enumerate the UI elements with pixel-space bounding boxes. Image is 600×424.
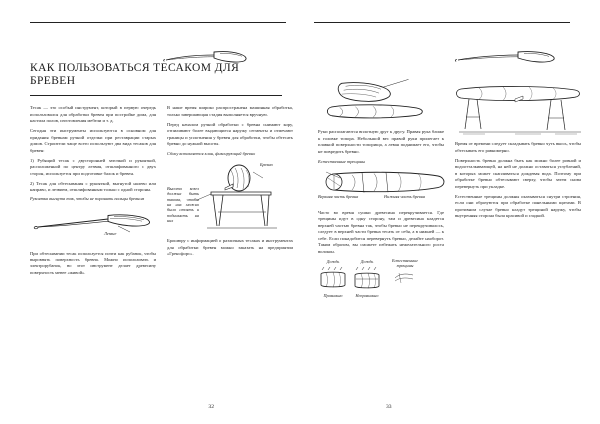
boot-with-log-icon bbox=[322, 77, 440, 125]
log-section-correct-icon bbox=[318, 266, 348, 290]
paragraph: Поверхность бревна должна быть как можно более ровной и водоотталкивающей, на ней не должно оставаться углублений, в которых может скапливаться дождевая вода. Поэтому при обработке бревно обтесывают сверху, чтобы затем снова перевернуть при укладке. bbox=[455, 157, 581, 189]
page-top-rule bbox=[30, 22, 286, 23]
figure-rain-incorrect bbox=[352, 259, 382, 299]
left-page-column-2 bbox=[167, 105, 293, 279]
left-columns bbox=[30, 104, 293, 279]
figure-rain-group bbox=[318, 259, 444, 299]
figure-label-natural-cracks: Естественные трещины bbox=[391, 257, 419, 268]
paragraph: Время от времени следует складывать бревно чуть вкось, чтобы обтесывать его равномерно. bbox=[455, 141, 581, 153]
right-columns bbox=[318, 74, 581, 299]
figure-caption-handle: Рукоятка выгнута так, чтобы не поранить пальцы бревном bbox=[30, 195, 145, 201]
log-on-trestles-icon bbox=[455, 77, 587, 137]
title-rule bbox=[30, 95, 282, 96]
page-number-left: 32 bbox=[208, 404, 214, 410]
figure-label-trestle-height: Высота козел должна быть такова, чтобы на них можно было стоять и поднимать на них bbox=[167, 186, 199, 224]
figure-log-on-trestles bbox=[455, 77, 581, 137]
paragraph: Тесак — это особый инструмент, который в первую очередь использовался для обработки бревен при постройке дома, для настила полов, изготовления мебели и т. д. bbox=[30, 104, 156, 124]
left-page-column-1 bbox=[30, 105, 156, 279]
figure-caption-cracks: Естественные трещины bbox=[318, 158, 366, 164]
paragraph: Часто во время сушки древесина перекручивается. Где трещины идут в одну сторону, там и древесина кладется верхней частью бревна так, чтобы бревно не перекручивалось, следует в верхней части бревна тесать от себя, а в нижней — к себе. Если понадобится перевернуть бревно, делайте наоборот. Таким образом, вы сможете избежать нежелательного роста волокон. bbox=[318, 209, 444, 254]
figure-boot-and-log bbox=[318, 77, 444, 125]
paragraph: 2) Тесак для обтесывания с рукояткой, выгнутой налево или направо, и лезвием, отшлифованным только с одной стороны. bbox=[30, 180, 156, 193]
figure-log-cracks bbox=[318, 168, 444, 202]
figure-label-log-top: Верхняя часть бревна bbox=[318, 193, 359, 199]
figure-natural-cracks bbox=[386, 259, 424, 290]
log-section-incorrect-icon bbox=[352, 266, 382, 290]
figure-caption-correct: Правильно bbox=[323, 293, 343, 299]
page-title: КАК ПОЛЬЗОВАТЬСЯ ТЕСАКОМ ДЛЯ БРЕВЕН bbox=[30, 62, 240, 87]
right-page-column-2 bbox=[455, 74, 581, 299]
figure-label-blade: Лезвие bbox=[104, 230, 117, 236]
broad-axe-icon bbox=[160, 44, 280, 70]
figure-rain-correct bbox=[318, 259, 348, 299]
paragraph: Сегодня эти инструменты используются в основном для придания бревнам ручной отделки при реставрации старых домов. Строители чаще всего используют два вида тесаков для бревен: bbox=[30, 128, 156, 153]
figure-log-on-trestle bbox=[167, 160, 293, 234]
right-page bbox=[300, 0, 600, 424]
figure-label-log: Бревно bbox=[260, 162, 273, 168]
page-number-right: 33 bbox=[386, 404, 392, 410]
paragraph: Перед началом ручной обработки с бревна снимают кору, отпиливают более выдающиеся наружу сегменты и отмечают границы и уплотнения у бревен для обработки, чтобы обтесать бревно до нужной высоты. bbox=[167, 121, 293, 147]
paragraph: В наше время широко распространена машинная обработка, только завершающая стадия выполняется вручную. bbox=[167, 104, 293, 117]
hewing-axe-icon bbox=[30, 205, 160, 237]
paragraph: 1) Рубящий тесак с двусторонней заточкой и рукояткой, расположенной по центру лезвия, отшлифованного с двух сторон, используется при подготовке балок и бревен. bbox=[30, 157, 156, 176]
paragraph: При обтесывании тесак используется почти как рубанок, чтобы выровнять поверхность бревна. Можно использовать и электрорубанок, но этот инструмент делает древесину поверхность менее «живой». bbox=[30, 250, 156, 275]
figure-caption-incorrect: Неправильно bbox=[355, 293, 379, 299]
figure-hewing-axe bbox=[30, 205, 156, 237]
brochure-note: Брошюру с информацией о различных тесаках и инструментах для обработки бревен можно заказать на предприятии «Гренсфорс». bbox=[167, 238, 293, 257]
figure-label-rain: Дождь bbox=[360, 258, 374, 264]
page-top-rule bbox=[314, 22, 570, 23]
right-page-column-1 bbox=[318, 74, 444, 299]
figure-label-rain: Дождь bbox=[326, 258, 340, 264]
figure-label-log-bottom: Нижняя часть бревна bbox=[384, 193, 426, 199]
paragraph: Естественные трещины должны оказываться снутри строения, если они образуются при обработке панельными щитами. В противном случае бревно кладут трещиной наружу, чтобы внутренняя сторона была красивой и гладкой. bbox=[455, 193, 581, 219]
paragraph: Руки располагаются вплотную друг к другу. Правая рука ближе к головке топора. Небольшой вес правой руки прилегает к плавной поверхности топорища, а левая поднимает его, чтобы не повредить бревно. bbox=[318, 129, 444, 154]
broad-axe-icon bbox=[450, 44, 580, 70]
figure-caption-wedge: Сбоку вставляется клин, фиксирующий бревно bbox=[167, 151, 256, 157]
pointer-line-icon bbox=[116, 225, 132, 233]
crack-lines-icon bbox=[393, 269, 417, 287]
